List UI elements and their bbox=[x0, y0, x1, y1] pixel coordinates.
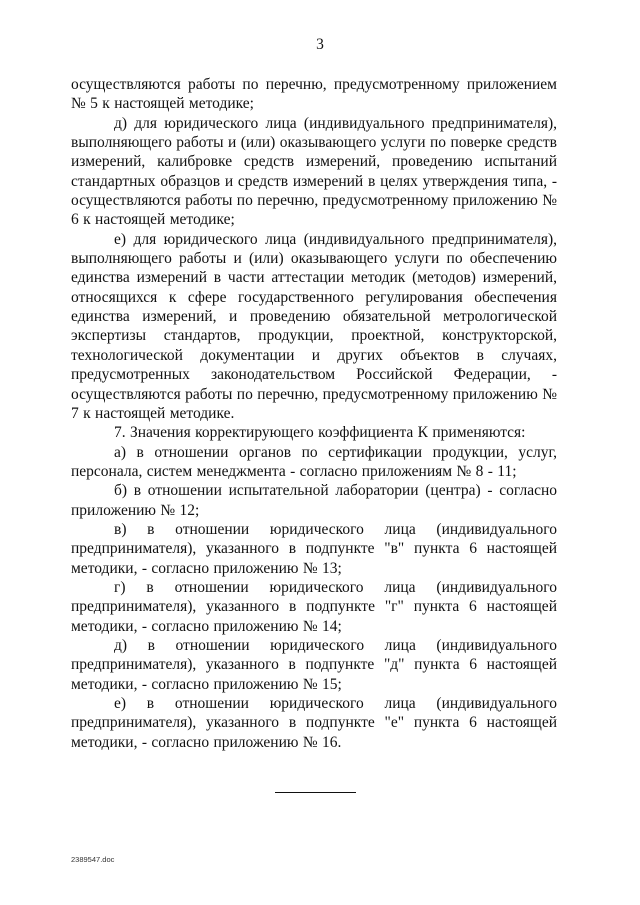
paragraph-7-d: д) в отношении юридического лица (индивидуального предпринимателя), указанного в подпункте "д" пункта 6 настоящей методики, - согласно приложению № 15; bbox=[71, 636, 557, 693]
end-separator-line bbox=[275, 792, 356, 793]
paragraph-7-b: б) в отношении испытательной лаборатории (центра) - согласно приложению № 12; bbox=[71, 482, 557, 519]
document-body bbox=[71, 75, 557, 752]
paragraph-7-e: е) в отношении юридического лица (индивидуального предпринимателя), указанного в подпункте "е" пункта 6 настоящей методики, - согласно приложению № 16. bbox=[71, 695, 557, 751]
paragraph-7-g: г) в отношении юридического лица (индивидуального предпринимателя), указанного в подпункте "г" пункта 6 настоящей методики, - согласно приложению № 14; bbox=[71, 578, 557, 635]
paragraph-item-e: е) для юридического лица (индивидуального предпринимателя), выполняющего работы и (или) оказывающего услуги по обеспечению единства измерений в части аттестации методик (методов) измерений, относящихся к сфере государственного регулирования обеспечения единства измерений, и проведению обязательной метрологической экспертизы стандартов, продукции, проектной, конструкторской, технологической документации и других объектов в случаях, предусмотренных законодательством Российской Федерации, - осуществляются работы по перечню, предусмотренному приложению № 7 к настоящей методике. bbox=[71, 230, 557, 422]
paragraph-section-7: 7. Значения корректирующего коэффициента К применяются: bbox=[114, 424, 526, 442]
page-number: 3 bbox=[316, 36, 324, 53]
paragraph-continuation: осуществляются работы по перечню, предусмотренному приложением № 5 к настоящей методике; bbox=[71, 76, 557, 113]
paragraph-7-v: в) в отношении юридического лица (индивидуального предпринимателя), указанного в подпункте "в" пункта 6 настоящей методики, - согласно приложению № 13; bbox=[71, 520, 557, 577]
paragraph-7-a: а) в отношении органов по сертификации продукции, услуг, персонала, систем менеджмента - согласно приложениям № 8 - 11; bbox=[71, 443, 557, 480]
paragraph-item-d: д) для юридического лица (индивидуального предпринимателя), выполняющего работы и (или) оказывающего услуги по поверке средств измерений, калибровке средств измерений, проведению испытаний стандартных образцов и средств измерений в целях утверждения типа, - осуществляются работы по перечню, предусмотренному приложению № 6 к настоящей методике; bbox=[71, 114, 557, 229]
document-file-id: 2389547.doc bbox=[71, 855, 115, 864]
